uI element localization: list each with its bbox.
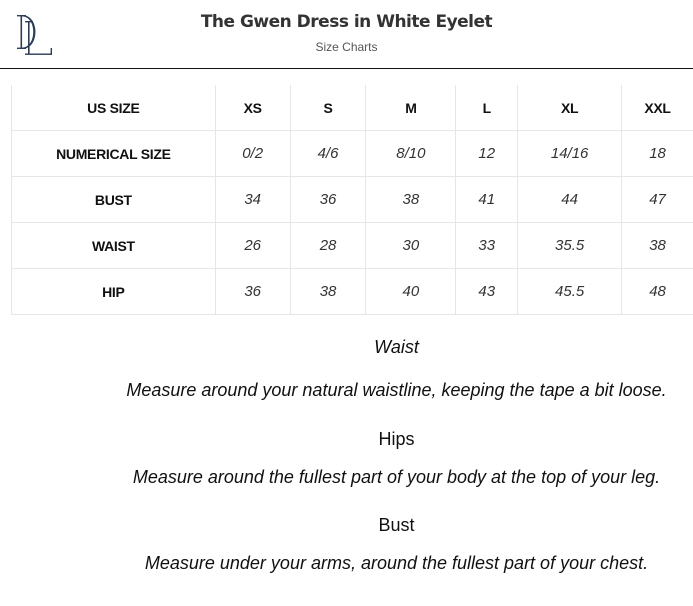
guide-text-waist: Measure around your natural waistline, keeping the tape a bit loose. bbox=[126, 380, 667, 400]
size-chart-table bbox=[11, 85, 693, 315]
guide-hips-text-wrap bbox=[0, 467, 693, 488]
table-cell: 4/6 bbox=[290, 131, 366, 177]
row-label-bust: BUST bbox=[12, 177, 216, 223]
page-header bbox=[0, 0, 693, 69]
table-row bbox=[12, 269, 693, 315]
table-row bbox=[12, 177, 693, 223]
row-label-waist: WAIST bbox=[12, 223, 216, 269]
column-header-us-size: US SIZE bbox=[12, 85, 216, 131]
column-header-m: M bbox=[366, 85, 456, 131]
column-header-xl: XL bbox=[518, 85, 622, 131]
table-cell: 47 bbox=[622, 177, 693, 223]
table-cell: 14/16 bbox=[518, 131, 622, 177]
table-row bbox=[12, 223, 693, 269]
table-cell: 0/2 bbox=[215, 131, 290, 177]
guide-bust-heading-wrap bbox=[0, 515, 693, 536]
guide-hips-heading-wrap bbox=[0, 429, 693, 450]
guide-waist-text-wrap bbox=[0, 380, 693, 401]
guide-heading-bust: Bust bbox=[378, 515, 415, 535]
page-subtitle: Size Charts bbox=[315, 40, 378, 54]
table-cell: 28 bbox=[290, 223, 366, 269]
table-cell: 41 bbox=[456, 177, 518, 223]
guide-bust-text-wrap bbox=[0, 553, 693, 574]
table-cell: 36 bbox=[215, 269, 290, 315]
table-cell: 38 bbox=[366, 177, 456, 223]
table-cell: 38 bbox=[290, 269, 366, 315]
table-cell: 48 bbox=[622, 269, 693, 315]
table-cell: 34 bbox=[215, 177, 290, 223]
table-cell: 43 bbox=[456, 269, 518, 315]
column-header-l: L bbox=[456, 85, 518, 131]
table-cell: 44 bbox=[518, 177, 622, 223]
column-header-xxl: XXL bbox=[622, 85, 693, 131]
row-label-numerical-size: NUMERICAL SIZE bbox=[12, 131, 216, 177]
guide-text-bust: Measure under your arms, around the fullest part of your chest. bbox=[144, 553, 649, 573]
guide-waist-heading-wrap bbox=[0, 337, 693, 358]
guide-heading-waist: Waist bbox=[374, 337, 419, 357]
table-cell: 26 bbox=[215, 223, 290, 269]
guide-text-hips: Measure around the fullest part of your body at the top of your leg. bbox=[132, 467, 661, 487]
table-cell: 33 bbox=[456, 223, 518, 269]
table-cell: 38 bbox=[622, 223, 693, 269]
table-cell: 12 bbox=[456, 131, 518, 177]
table-cell: 30 bbox=[366, 223, 456, 269]
table-cell: 40 bbox=[366, 269, 456, 315]
table-cell: 18 bbox=[622, 131, 693, 177]
table-cell: 8/10 bbox=[366, 131, 456, 177]
table-cell: 36 bbox=[290, 177, 366, 223]
column-header-xs: XS bbox=[215, 85, 290, 131]
table-header-row bbox=[12, 85, 693, 131]
table-cell: 35.5 bbox=[518, 223, 622, 269]
guide-heading-hips: Hips bbox=[378, 429, 415, 449]
row-label-hip: HIP bbox=[12, 269, 216, 315]
column-header-s: S bbox=[290, 85, 366, 131]
page-title: The Gwen Dress in White Eyelet bbox=[200, 12, 493, 32]
table-row bbox=[12, 131, 693, 177]
table-cell: 45.5 bbox=[518, 269, 622, 315]
